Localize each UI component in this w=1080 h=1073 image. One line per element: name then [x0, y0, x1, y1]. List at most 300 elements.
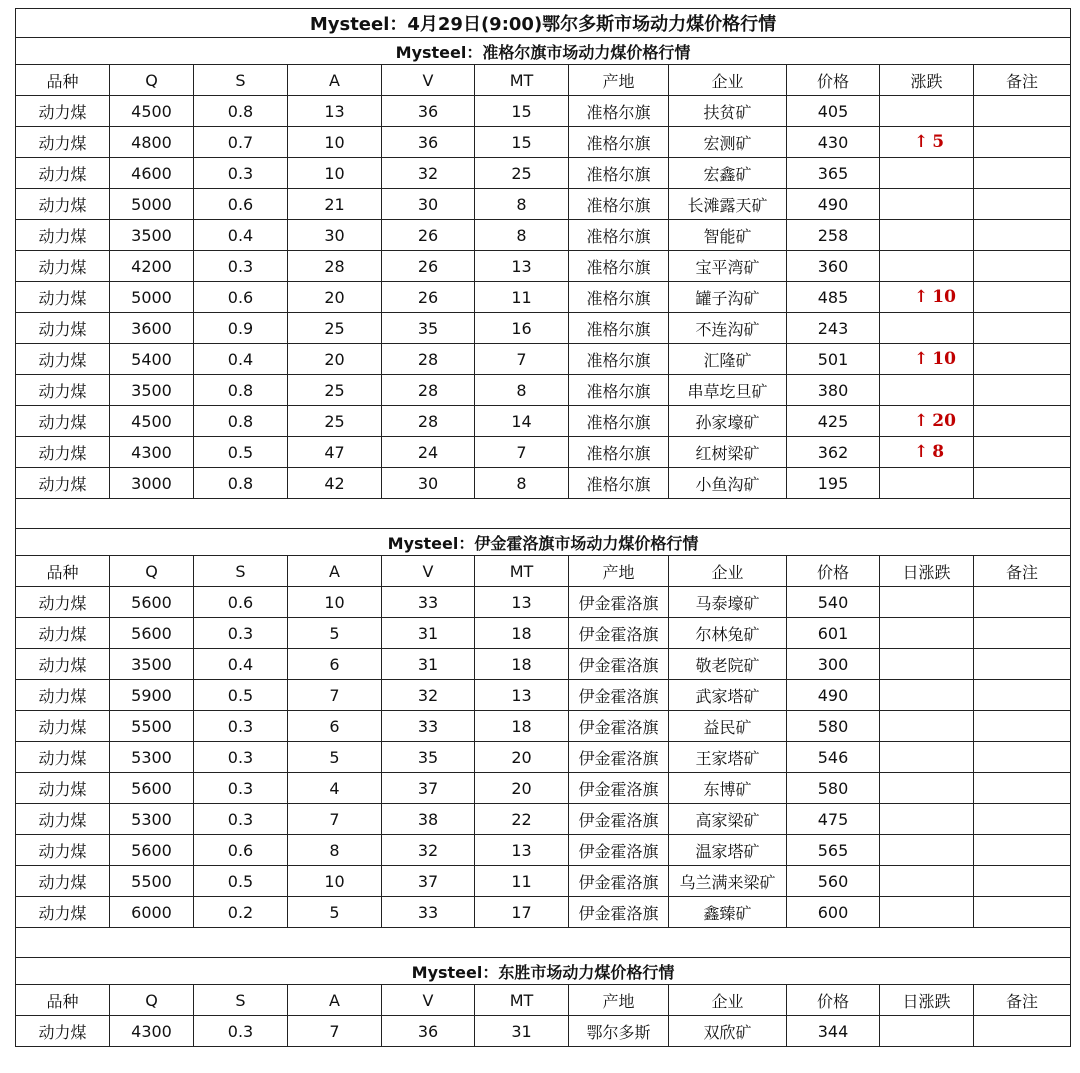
cell-origin: 伊金霍洛旗: [569, 742, 669, 773]
cell-q: 4300: [110, 437, 194, 468]
cell-remark: [974, 618, 1071, 649]
cell-q: 4200: [110, 251, 194, 282]
table-row: [16, 251, 1071, 282]
cell-remark: [974, 866, 1071, 897]
cell-a: 25: [288, 406, 382, 437]
cell-origin: 伊金霍洛旗: [569, 680, 669, 711]
cell-variety: 动力煤: [16, 680, 110, 711]
cell-v: 32: [382, 158, 475, 189]
header-row: [16, 65, 1071, 96]
cell-company: 双欣矿: [669, 1016, 787, 1047]
cell-company: 扶贫矿: [669, 96, 787, 127]
cell-variety: 动力煤: [16, 897, 110, 928]
cell-change: [880, 804, 974, 835]
cell-variety: 动力煤: [16, 1016, 110, 1047]
cell-q: 4500: [110, 96, 194, 127]
cell-s: 0.3: [194, 742, 288, 773]
cell-company: 尔林兔矿: [669, 618, 787, 649]
cell-origin: 准格尔旗: [569, 375, 669, 406]
cell-origin: 准格尔旗: [569, 96, 669, 127]
cell-origin: 伊金霍洛旗: [569, 587, 669, 618]
header-mt: MT: [475, 556, 569, 587]
cell-v: 36: [382, 96, 475, 127]
cell-company: 智能矿: [669, 220, 787, 251]
up-arrow-icon: ↑: [914, 287, 929, 307]
cell-price: 485: [787, 282, 880, 313]
cell-change: [880, 158, 974, 189]
change-value: 10: [932, 287, 956, 307]
cell-s: 0.4: [194, 344, 288, 375]
cell-q: 5900: [110, 680, 194, 711]
header-origin: 产地: [569, 985, 669, 1016]
header-company: 企业: [669, 65, 787, 96]
cell-v: 30: [382, 468, 475, 499]
cell-s: 0.6: [194, 587, 288, 618]
cell-variety: 动力煤: [16, 220, 110, 251]
cell-remark: [974, 649, 1071, 680]
cell-mt: 14: [475, 406, 569, 437]
cell-company: 宝平湾矿: [669, 251, 787, 282]
cell-q: 4600: [110, 158, 194, 189]
cell-v: 26: [382, 251, 475, 282]
table-row: [16, 189, 1071, 220]
cell-variety: 动力煤: [16, 587, 110, 618]
cell-price: 365: [787, 158, 880, 189]
main-title-row: [16, 9, 1071, 38]
cell-mt: 8: [475, 468, 569, 499]
cell-a: 5: [288, 897, 382, 928]
cell-a: 10: [288, 127, 382, 158]
cell-s: 0.5: [194, 437, 288, 468]
header-price: 价格: [787, 556, 880, 587]
cell-s: 0.6: [194, 282, 288, 313]
cell-remark: [974, 773, 1071, 804]
cell-variety: 动力煤: [16, 618, 110, 649]
cell-s: 0.9: [194, 313, 288, 344]
cell-origin: 准格尔旗: [569, 282, 669, 313]
cell-change: [880, 835, 974, 866]
cell-v: 26: [382, 220, 475, 251]
cell-a: 28: [288, 251, 382, 282]
cell-v: 28: [382, 406, 475, 437]
cell-v: 37: [382, 773, 475, 804]
cell-remark: [974, 406, 1071, 437]
cell-company: 串草圪旦矿: [669, 375, 787, 406]
cell-s: 0.7: [194, 127, 288, 158]
cell-mt: 15: [475, 96, 569, 127]
cell-change: [880, 587, 974, 618]
change-value: 10: [932, 349, 956, 369]
cell-mt: 7: [475, 437, 569, 468]
cell-remark: [974, 437, 1071, 468]
cell-mt: 25: [475, 158, 569, 189]
cell-company: 温家塔矿: [669, 835, 787, 866]
table-row: [16, 587, 1071, 618]
cell-change: [880, 189, 974, 220]
cell-s: 0.8: [194, 96, 288, 127]
cell-price: 300: [787, 649, 880, 680]
cell-company: 不连沟矿: [669, 313, 787, 344]
up-arrow-icon: ↑: [914, 349, 929, 369]
cell-v: 30: [382, 189, 475, 220]
section-gap: [16, 499, 1071, 529]
cell-change: [880, 220, 974, 251]
cell-a: 6: [288, 711, 382, 742]
cell-a: 20: [288, 344, 382, 375]
cell-q: 5300: [110, 804, 194, 835]
cell-variety: 动力煤: [16, 711, 110, 742]
cell-price: 490: [787, 189, 880, 220]
cell-remark: [974, 897, 1071, 928]
cell-price: 565: [787, 835, 880, 866]
cell-origin: 准格尔旗: [569, 220, 669, 251]
cell-price: 405: [787, 96, 880, 127]
cell-remark: [974, 189, 1071, 220]
cell-remark: [974, 375, 1071, 406]
cell-change: [880, 897, 974, 928]
cell-remark: [974, 468, 1071, 499]
cell-mt: 13: [475, 587, 569, 618]
header-row: [16, 556, 1071, 587]
table-row: [16, 897, 1071, 928]
cell-origin: 准格尔旗: [569, 127, 669, 158]
cell-price: 601: [787, 618, 880, 649]
cell-q: 5000: [110, 282, 194, 313]
cell-change: [880, 344, 974, 375]
section-title: Mysteel：伊金霍洛旗市场动力煤价格行情: [16, 529, 1071, 556]
cell-mt: 20: [475, 742, 569, 773]
cell-change: [880, 866, 974, 897]
cell-variety: 动力煤: [16, 96, 110, 127]
header-variety: 品种: [16, 556, 110, 587]
cell-origin: 鄂尔多斯: [569, 1016, 669, 1047]
cell-price: 540: [787, 587, 880, 618]
header-remark: 备注: [974, 556, 1071, 587]
cell-price: 425: [787, 406, 880, 437]
cell-origin: 伊金霍洛旗: [569, 649, 669, 680]
cell-q: 3500: [110, 220, 194, 251]
cell-variety: 动力煤: [16, 468, 110, 499]
cell-q: 3500: [110, 649, 194, 680]
cell-remark: [974, 587, 1071, 618]
cell-remark: [974, 96, 1071, 127]
cell-mt: 11: [475, 282, 569, 313]
cell-s: 0.6: [194, 189, 288, 220]
table-row: [16, 406, 1071, 437]
up-arrow-icon: ↑: [914, 411, 929, 431]
cell-s: 0.5: [194, 680, 288, 711]
cell-remark: [974, 127, 1071, 158]
table-row: [16, 866, 1071, 897]
cell-variety: 动力煤: [16, 804, 110, 835]
cell-s: 0.4: [194, 649, 288, 680]
section-gap: [16, 928, 1071, 958]
cell-a: 7: [288, 804, 382, 835]
cell-mt: 13: [475, 680, 569, 711]
cell-price: 258: [787, 220, 880, 251]
cell-mt: 7: [475, 344, 569, 375]
header-q: Q: [110, 556, 194, 587]
cell-remark: [974, 158, 1071, 189]
cell-s: 0.3: [194, 618, 288, 649]
cell-q: 3500: [110, 375, 194, 406]
cell-v: 35: [382, 313, 475, 344]
cell-variety: 动力煤: [16, 773, 110, 804]
cell-v: 36: [382, 127, 475, 158]
cell-company: 益民矿: [669, 711, 787, 742]
section-title-row: [16, 38, 1071, 65]
cell-remark: [974, 680, 1071, 711]
table-row: [16, 437, 1071, 468]
cell-v: 38: [382, 804, 475, 835]
cell-company: 罐子沟矿: [669, 282, 787, 313]
cell-company: 武家塔矿: [669, 680, 787, 711]
cell-origin: 准格尔旗: [569, 313, 669, 344]
cell-q: 6000: [110, 897, 194, 928]
cell-mt: 18: [475, 618, 569, 649]
cell-variety: 动力煤: [16, 866, 110, 897]
cell-company: 宏测矿: [669, 127, 787, 158]
cell-origin: 伊金霍洛旗: [569, 804, 669, 835]
header-remark: 备注: [974, 65, 1071, 96]
header-variety: 品种: [16, 985, 110, 1016]
cell-s: 0.8: [194, 406, 288, 437]
cell-change: [880, 437, 974, 468]
cell-s: 0.3: [194, 773, 288, 804]
price-table: [15, 8, 1071, 1047]
cell-q: 4500: [110, 406, 194, 437]
header-row: [16, 985, 1071, 1016]
cell-q: 5600: [110, 618, 194, 649]
cell-change: [880, 282, 974, 313]
header-company: 企业: [669, 556, 787, 587]
table-row: [16, 680, 1071, 711]
cell-price: 344: [787, 1016, 880, 1047]
cell-company: 汇隆矿: [669, 344, 787, 375]
table-row: [16, 835, 1071, 866]
header-v: V: [382, 985, 475, 1016]
cell-variety: 动力煤: [16, 127, 110, 158]
cell-v: 32: [382, 835, 475, 866]
header-price: 价格: [787, 985, 880, 1016]
cell-remark: [974, 313, 1071, 344]
cell-remark: [974, 282, 1071, 313]
cell-origin: 伊金霍洛旗: [569, 835, 669, 866]
cell-variety: 动力煤: [16, 158, 110, 189]
header-company: 企业: [669, 985, 787, 1016]
cell-s: 0.3: [194, 711, 288, 742]
table-row: [16, 344, 1071, 375]
cell-a: 5: [288, 618, 382, 649]
section-title-row: [16, 529, 1071, 556]
header-a: A: [288, 556, 382, 587]
cell-variety: 动力煤: [16, 649, 110, 680]
section-gap-cell: [16, 499, 1071, 529]
cell-company: 王家塔矿: [669, 742, 787, 773]
cell-mt: 18: [475, 649, 569, 680]
cell-change: [880, 313, 974, 344]
cell-company: 红树梁矿: [669, 437, 787, 468]
cell-company: 孙家壕矿: [669, 406, 787, 437]
cell-a: 21: [288, 189, 382, 220]
cell-origin: 准格尔旗: [569, 189, 669, 220]
main-title: Mysteel：4月29日(9:00)鄂尔多斯市场动力煤价格行情: [16, 9, 1071, 38]
cell-company: 东博矿: [669, 773, 787, 804]
cell-company: 宏鑫矿: [669, 158, 787, 189]
cell-origin: 准格尔旗: [569, 158, 669, 189]
cell-mt: 8: [475, 375, 569, 406]
cell-s: 0.3: [194, 158, 288, 189]
cell-change: [880, 773, 974, 804]
cell-a: 20: [288, 282, 382, 313]
cell-a: 6: [288, 649, 382, 680]
cell-s: 0.3: [194, 251, 288, 282]
cell-a: 25: [288, 313, 382, 344]
cell-v: 37: [382, 866, 475, 897]
cell-price: 546: [787, 742, 880, 773]
cell-origin: 准格尔旗: [569, 344, 669, 375]
cell-price: 380: [787, 375, 880, 406]
cell-q: 5600: [110, 587, 194, 618]
section-title: Mysteel：东胜市场动力煤价格行情: [16, 958, 1071, 985]
cell-mt: 13: [475, 835, 569, 866]
table-row: [16, 618, 1071, 649]
cell-mt: 13: [475, 251, 569, 282]
cell-price: 560: [787, 866, 880, 897]
cell-change: [880, 96, 974, 127]
table-row: [16, 313, 1071, 344]
table-row: [16, 742, 1071, 773]
cell-price: 362: [787, 437, 880, 468]
table-row: [16, 649, 1071, 680]
cell-change: [880, 742, 974, 773]
cell-a: 13: [288, 96, 382, 127]
cell-mt: 22: [475, 804, 569, 835]
cell-change: [880, 127, 974, 158]
cell-origin: 伊金霍洛旗: [569, 866, 669, 897]
cell-a: 10: [288, 587, 382, 618]
cell-change: [880, 711, 974, 742]
cell-origin: 准格尔旗: [569, 406, 669, 437]
cell-q: 4800: [110, 127, 194, 158]
cell-a: 42: [288, 468, 382, 499]
cell-change: [880, 251, 974, 282]
cell-q: 5300: [110, 742, 194, 773]
cell-q: 5000: [110, 189, 194, 220]
cell-change: [880, 468, 974, 499]
cell-s: 0.4: [194, 220, 288, 251]
header-v: V: [382, 65, 475, 96]
header-change: 日涨跌: [880, 985, 974, 1016]
cell-company: 敬老院矿: [669, 649, 787, 680]
section-title: Mysteel：准格尔旗市场动力煤价格行情: [16, 38, 1071, 65]
cell-v: 24: [382, 437, 475, 468]
table-row: [16, 127, 1071, 158]
change-value: 5: [932, 132, 945, 152]
header-mt: MT: [475, 65, 569, 96]
cell-a: 4: [288, 773, 382, 804]
table-row: [16, 1016, 1071, 1047]
up-arrow-icon: ↑: [914, 132, 929, 152]
cell-remark: [974, 742, 1071, 773]
header-q: Q: [110, 985, 194, 1016]
cell-variety: 动力煤: [16, 406, 110, 437]
cell-company: 马泰壕矿: [669, 587, 787, 618]
table-row: [16, 468, 1071, 499]
cell-variety: 动力煤: [16, 742, 110, 773]
cell-origin: 伊金霍洛旗: [569, 618, 669, 649]
cell-a: 7: [288, 680, 382, 711]
cell-q: 5400: [110, 344, 194, 375]
cell-a: 30: [288, 220, 382, 251]
cell-q: 5600: [110, 835, 194, 866]
header-origin: 产地: [569, 65, 669, 96]
cell-company: 鑫臻矿: [669, 897, 787, 928]
cell-remark: [974, 835, 1071, 866]
cell-q: 5500: [110, 866, 194, 897]
table-row: [16, 282, 1071, 313]
cell-a: 10: [288, 866, 382, 897]
cell-variety: 动力煤: [16, 251, 110, 282]
header-a: A: [288, 985, 382, 1016]
cell-mt: 31: [475, 1016, 569, 1047]
cell-company: 高家梁矿: [669, 804, 787, 835]
cell-change: [880, 1016, 974, 1047]
cell-mt: 16: [475, 313, 569, 344]
cell-mt: 8: [475, 220, 569, 251]
section-gap-cell: [16, 928, 1071, 958]
cell-remark: [974, 804, 1071, 835]
change-value: 8: [932, 442, 945, 462]
cell-mt: 18: [475, 711, 569, 742]
cell-origin: 准格尔旗: [569, 437, 669, 468]
cell-v: 36: [382, 1016, 475, 1047]
header-origin: 产地: [569, 556, 669, 587]
cell-variety: 动力煤: [16, 375, 110, 406]
cell-price: 475: [787, 804, 880, 835]
cell-a: 47: [288, 437, 382, 468]
up-arrow-icon: ↑: [914, 442, 929, 462]
table-row: [16, 158, 1071, 189]
cell-v: 32: [382, 680, 475, 711]
cell-a: 10: [288, 158, 382, 189]
cell-s: 0.6: [194, 835, 288, 866]
cell-mt: 11: [475, 866, 569, 897]
cell-s: 0.3: [194, 1016, 288, 1047]
cell-variety: 动力煤: [16, 189, 110, 220]
cell-variety: 动力煤: [16, 313, 110, 344]
cell-a: 7: [288, 1016, 382, 1047]
cell-variety: 动力煤: [16, 835, 110, 866]
cell-origin: 准格尔旗: [569, 251, 669, 282]
table-row: [16, 711, 1071, 742]
header-s: S: [194, 65, 288, 96]
cell-price: 600: [787, 897, 880, 928]
cell-origin: 伊金霍洛旗: [569, 711, 669, 742]
cell-s: 0.3: [194, 804, 288, 835]
header-s: S: [194, 985, 288, 1016]
cell-mt: 8: [475, 189, 569, 220]
cell-s: 0.5: [194, 866, 288, 897]
cell-mt: 15: [475, 127, 569, 158]
cell-price: 243: [787, 313, 880, 344]
header-price: 价格: [787, 65, 880, 96]
table-body: [16, 9, 1071, 1047]
cell-company: 长滩露天矿: [669, 189, 787, 220]
cell-q: 3600: [110, 313, 194, 344]
cell-remark: [974, 220, 1071, 251]
header-v: V: [382, 556, 475, 587]
